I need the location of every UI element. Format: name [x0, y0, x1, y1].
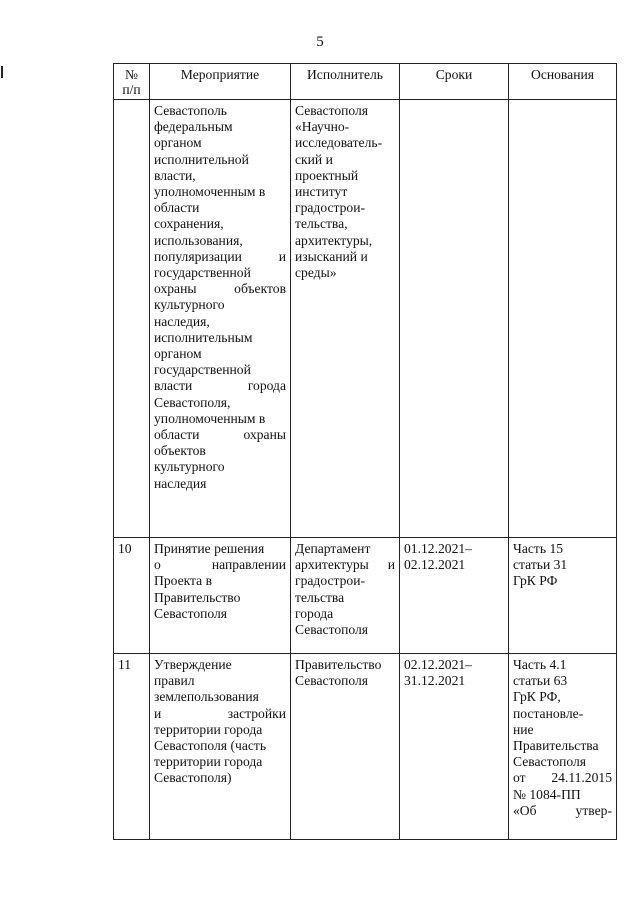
cell-line: от 24.11.2015: [513, 770, 612, 786]
cell-line: власти,: [154, 167, 196, 183]
cell-line: охраны объектов: [154, 281, 286, 297]
cell-line: федеральным: [154, 119, 233, 135]
cell-line: Севастополя (часть: [154, 738, 267, 754]
cell-line: постановле-: [513, 705, 584, 721]
cell-line: Севастополя): [154, 770, 232, 786]
cell-line: исследователь-: [295, 135, 383, 151]
cell-line: статьи 31: [513, 557, 568, 573]
cell-line: Департамент: [295, 541, 371, 556]
cell-line: «Научно-: [295, 119, 350, 135]
row-number-cell: [114, 100, 150, 538]
row-number-cell: [114, 654, 150, 840]
cell-line: Часть 4.1: [513, 657, 567, 672]
cell-line: «Об утвер-: [513, 802, 612, 818]
cell-line: проектный: [295, 167, 359, 183]
basis-cell: [509, 538, 617, 654]
cell-line: уполномоченным в: [154, 410, 266, 426]
deadline-cell: [400, 538, 509, 654]
cell-line: области: [154, 200, 200, 216]
cell-line: Севастополя: [154, 605, 228, 621]
deadline-cell: [400, 654, 509, 840]
cell-line: Правительства: [513, 738, 599, 754]
cell-line: Севастополь: [154, 103, 228, 118]
cell-line: ГрК РФ: [513, 573, 558, 589]
cell-line: Севастополя: [295, 622, 369, 638]
cell-line: использования,: [154, 232, 243, 248]
cell-line: архитектуры,: [295, 232, 373, 248]
cell-line: исполнительной: [154, 151, 249, 167]
cell-line: Севастополя: [295, 103, 369, 118]
executor-cell: [291, 100, 400, 538]
cell-line: ский и: [295, 151, 333, 167]
cell-line: наследия,: [154, 313, 210, 329]
cell-line: среды»: [295, 265, 337, 281]
cell-line: области охраны: [154, 427, 286, 443]
cell-line: и застройки: [154, 705, 286, 721]
cell-line: 02.12.2021: [404, 557, 466, 573]
cell-line: культурного: [154, 297, 225, 313]
cell-line: тельства,: [295, 216, 348, 232]
cell-line: территории города: [154, 754, 263, 770]
cell-line: статьи 63: [513, 673, 568, 689]
cell-line: Принятие решения: [154, 541, 265, 556]
table-row: [114, 100, 617, 538]
cell-line: территории города: [154, 721, 263, 737]
basis-cell: [509, 100, 617, 538]
header-number: № п/п: [114, 64, 150, 100]
cell-line: Проекта в: [154, 573, 212, 589]
cell-line: города: [295, 605, 334, 621]
event-cell: [150, 100, 291, 538]
executor-cell: [291, 538, 400, 654]
cell-line: институт: [295, 184, 348, 200]
cell-line: наследия: [154, 475, 207, 491]
cell-line: уполномоченным в: [154, 184, 266, 200]
cell-line: № 1084-ПП: [513, 786, 581, 802]
cell-line: Утверждение: [154, 657, 232, 672]
event-cell: [150, 538, 291, 654]
header-deadline: Сроки: [400, 64, 509, 100]
cell-line: правил: [154, 673, 195, 689]
cell-line: 02.12.2021–: [404, 657, 472, 672]
margin-mark: [1, 66, 3, 78]
deadline-cell: [400, 100, 509, 538]
cell-line: культурного: [154, 459, 225, 475]
header-executor: Исполнитель: [291, 64, 400, 100]
cell-line: ние: [513, 721, 534, 737]
executor-cell: [291, 654, 400, 840]
cell-line: 01.12.2021–: [404, 541, 472, 556]
cell-line: Часть 15: [513, 541, 564, 556]
cell-line: исполнительным: [154, 329, 253, 345]
cell-line: градострои-: [295, 573, 365, 589]
cell-line: органом: [154, 135, 202, 151]
event-cell: [150, 654, 291, 840]
cell-line: о направлении: [154, 557, 286, 573]
row-number-cell: [114, 538, 150, 654]
cell-line: Севастополя: [513, 754, 587, 770]
cell-line: сохранения,: [154, 216, 224, 232]
row-number: 10: [118, 541, 132, 556]
cell-line: тельства: [295, 589, 345, 605]
cell-line: изысканий и: [295, 248, 368, 264]
cell-line: архитектуры и: [295, 557, 395, 573]
page-number: 5: [316, 34, 324, 50]
cell-line: власти города: [154, 378, 286, 394]
cell-line: землепользования: [154, 689, 259, 705]
cell-line: 31.12.2021: [404, 673, 466, 689]
cell-line: объектов: [154, 443, 206, 459]
header-event: Мероприятие: [150, 64, 291, 100]
cell-line: государственной: [154, 362, 251, 378]
cell-line: государственной: [154, 265, 251, 281]
header-basis: Основания: [509, 64, 617, 100]
basis-cell: [509, 654, 617, 840]
cell-line: Севастополя: [295, 673, 369, 689]
cell-line: ГрК РФ,: [513, 689, 561, 705]
cell-line: органом: [154, 346, 202, 362]
table-row: [114, 538, 617, 654]
cell-line: градострои-: [295, 200, 365, 216]
cell-line: Правительство: [295, 657, 382, 672]
table-header-row: [114, 64, 617, 100]
cell-line: Севастополя,: [154, 394, 231, 410]
row-number: 11: [118, 657, 132, 672]
schedule-table: [113, 63, 617, 840]
cell-line: Правительство: [154, 589, 241, 605]
table-row: [114, 654, 617, 840]
cell-line: популяризации и: [154, 248, 286, 264]
